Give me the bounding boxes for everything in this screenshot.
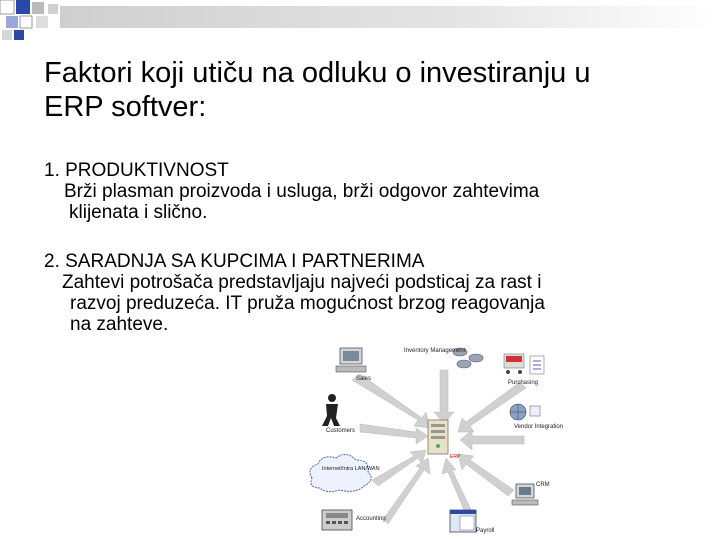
node-label-sales: Sales <box>356 376 372 382</box>
node-label-vendor: Vendor Integration <box>514 424 564 430</box>
purchasing-cart-icon <box>504 354 544 374</box>
erp-center-label: ERP <box>450 454 461 460</box>
banner-square <box>36 16 48 28</box>
factor-item-collaboration <box>44 251 545 335</box>
erp-diagram-graphic <box>300 340 580 540</box>
customers-person-icon <box>322 394 340 426</box>
erp-diagram <box>300 340 580 540</box>
arrow-vendor <box>460 430 524 450</box>
banner-square <box>32 2 44 14</box>
factor-body-line: Zahtevi potrošača predstavljaju najveći podsticaj za rast i <box>62 272 542 293</box>
node-label-payroll: Payroll <box>476 528 495 534</box>
node-label-customers: Customers <box>326 428 356 434</box>
node-label-crm: CRM <box>536 482 550 488</box>
title-line-1: Faktori koji utiču na odluku o investiranju u <box>44 57 591 89</box>
banner-square <box>20 16 32 28</box>
arrow-accounting <box>384 458 430 524</box>
factor-body-line: klijenata i slično. <box>69 202 208 223</box>
factor-body <box>44 272 545 335</box>
banner-stripe <box>60 6 720 28</box>
sales-computer-icon <box>336 348 366 372</box>
banner-graphic <box>0 0 720 46</box>
title-line-2: ERP softver: <box>44 91 207 123</box>
erp-server-icon <box>428 420 448 454</box>
network-cloud-icon <box>310 454 371 491</box>
arrow-crm <box>458 454 514 496</box>
factor-body-line: na zahteve. <box>70 314 169 335</box>
banner-square <box>2 30 12 40</box>
node-label-inventory: Inventory Management <box>404 348 466 354</box>
arrow-sales <box>352 374 430 428</box>
banner-square <box>14 30 24 40</box>
arrow-inventory <box>434 370 454 424</box>
banner-square <box>6 16 18 28</box>
slide-title <box>44 56 684 124</box>
factor-body <box>44 181 539 223</box>
factor-heading: 1. PRODUKTIVNOST <box>44 160 229 181</box>
accounting-calculator-icon <box>322 510 352 530</box>
banner-square <box>0 0 14 14</box>
factor-body-line: Brži plasman proizvoda i usluga, brži odgovor zahtevima <box>64 181 540 202</box>
crm-computer-icon <box>512 484 538 505</box>
payroll-window-icon <box>450 510 476 532</box>
node-label-network: Internet/Intra LAN/WAN <box>322 466 380 472</box>
vendor-globe-icon <box>510 404 540 420</box>
node-label-accounting: Accounting <box>356 516 386 522</box>
node-label-purchasing: Purchasing <box>508 380 539 386</box>
arrow-customers <box>360 424 428 444</box>
header-banner <box>0 0 720 46</box>
factor-body-line: razvoj preduzeća. IT pruža mogućnost brzog reagovanja <box>70 293 545 314</box>
factor-item-productivity <box>44 160 539 223</box>
banner-square <box>16 0 30 14</box>
banner-square <box>48 4 58 14</box>
arrow-network <box>372 450 426 486</box>
factor-heading: 2. SARADNJA SA KUPCIMA I PARTNERIMA <box>44 251 425 272</box>
